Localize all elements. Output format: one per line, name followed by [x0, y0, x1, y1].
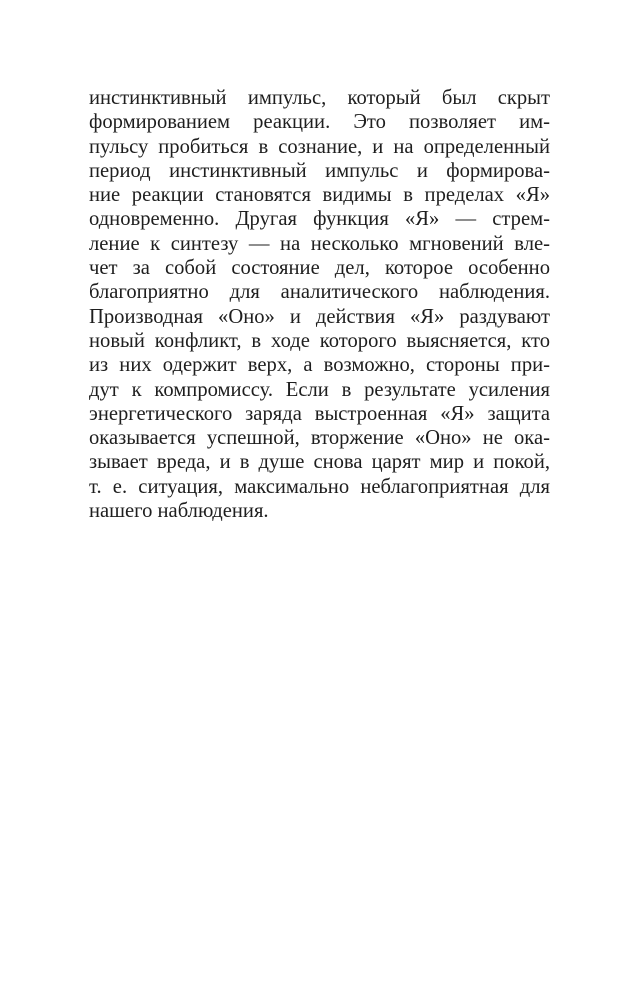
text-line: одновременно. Другая функция «Я» — стрем-: [89, 208, 550, 231]
text-line-last: нашего наблюдения.: [89, 500, 269, 523]
text-line: ление к синтезу — на несколько мгновений вле-: [89, 232, 550, 255]
text-line: энергетического заряда выстроенная «Я» защита: [89, 402, 550, 425]
text-line: формированием реакции. Это позволяет им-: [89, 111, 550, 134]
text-line: благоприятно для аналитического наблюдения.: [89, 281, 550, 304]
text-line: инстинктивный импульс, который был скрыт: [89, 87, 550, 109]
text-line: период инстинктивный импульс и формирова-: [89, 159, 550, 182]
text-line: из них одержит верх, а возможно, стороны при-: [89, 354, 550, 377]
text-line: дут к компромиссу. Если в результате усиления: [89, 378, 550, 401]
text-line: ние реакции становятся видимы в пределах «Я»: [89, 184, 550, 207]
text-line: зывает вреда, и в душе снова царят мир и покой,: [89, 451, 550, 474]
text-line: чет за собой состояние дел, которое особенно: [89, 257, 550, 280]
text-line: т. е. ситуация, максимально неблагоприятная для: [89, 475, 550, 498]
text-line: Производная «Оно» и действия «Я» раздувают: [89, 305, 550, 328]
text-line: новый конфликт, в ходе которого выясняется, кто: [89, 329, 550, 352]
text-line: оказывается успешной, вторжение «Оно» не ока-: [89, 427, 550, 450]
body-paragraph: [89, 86, 550, 523]
text-line: пульсу пробиться в сознание, и на определенный: [89, 135, 550, 158]
